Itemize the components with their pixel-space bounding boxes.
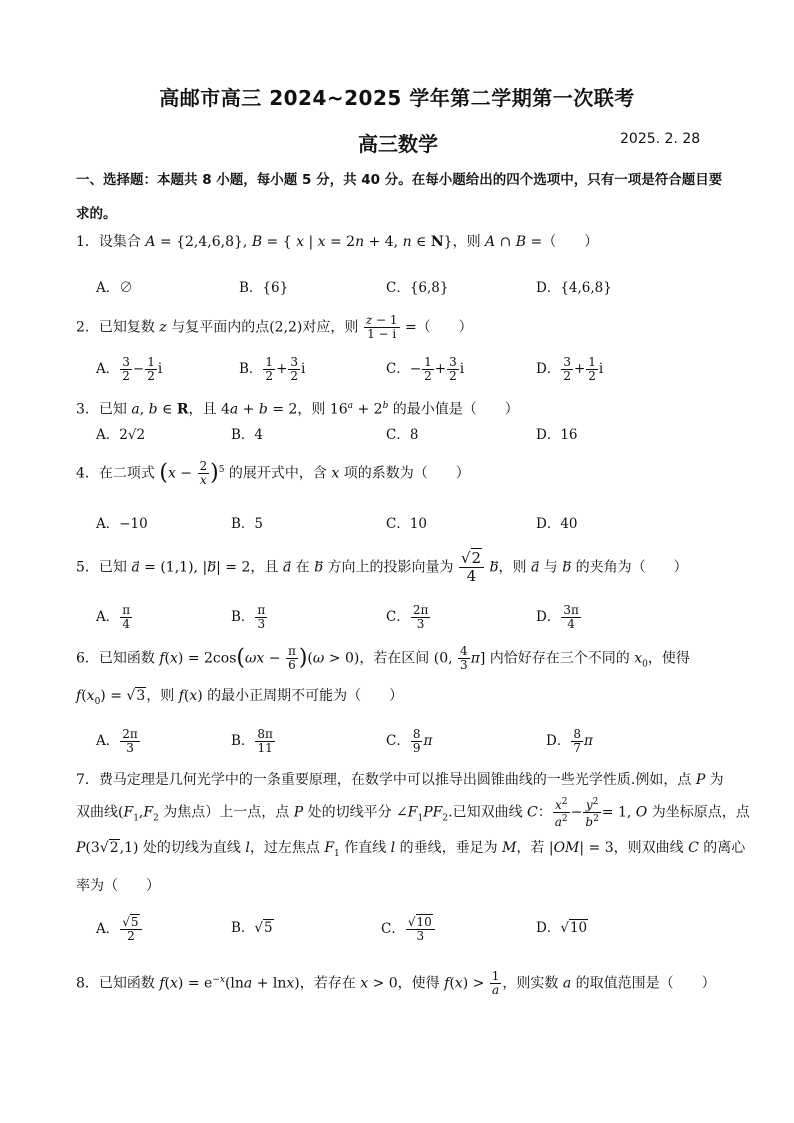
option-a: A．−10 [96, 516, 148, 532]
option-b: B． $\frac{8\pi}{11}$ [231, 727, 273, 755]
question-5: 5．已知 a⃗ = (1,1), |b⃗| = 2，且 a⃗ 在 b⃗ 方向上的投影向量为 $\frac{√2}{4}$ b⃗，则 a⃗ 与 b⃗ 的夹角为（ ） [76, 549, 688, 585]
option-d: D． $\frac{8}{7}$ π [546, 727, 593, 755]
option-c: C．− $\frac{1}{2}$ + $\frac{3}{2}$ i [386, 355, 465, 383]
exam-title: 高邮市高三 2024~2025 学年第二学期第一次联考 [159, 86, 635, 110]
option-a: A． $\frac{2\pi}{3}$ [96, 727, 138, 755]
option-c: C． $\frac{√10}{3}$ [381, 916, 436, 943]
option-c: C．{6,8} [386, 280, 449, 296]
question-3: 3．已知 a, b ∈ R，且 4a + b = 2，则 $16^a + 2^b$ 的最小值是（ ） [76, 401, 519, 418]
option-d: D．√10 [536, 920, 588, 936]
option-b: B． $\frac{\pi}{3}$ [231, 603, 266, 631]
question-7: 7．费马定理是几何光学中的一条重要原理，在数学中可以推导出圆锥曲线的一些光学性质.例如，点 P 为 [76, 772, 724, 788]
option-d: D．{4,6,8} [536, 280, 612, 296]
option-b: B．5 [231, 516, 264, 532]
option-d: D．40 [536, 516, 578, 532]
exam-date: 2025. 2. 28 [620, 131, 701, 147]
question-1-options [96, 276, 736, 298]
question-1: 1．设集合 A = {2,4,6,8}, B = { x | x = 2n + 4, n ∈ N}，则 A ∩ B =（ ） [76, 234, 599, 250]
question-4-options [96, 512, 736, 534]
option-b: B． $\frac{1}{2}$ + $\frac{3}{2}$ i [239, 355, 306, 383]
question-6-options [96, 727, 736, 755]
question-7-options [96, 915, 736, 943]
option-a: A． $\frac{√5}{2}$ [96, 916, 143, 943]
question-4: 4．在二项式 (x − $\frac{2}{x}$ )$^5$ 的展开式中，含 x 项的系数为（ ） [76, 459, 470, 488]
option-b: B．4 [231, 427, 264, 443]
question-7-line-3: P(3√2,1) 处的切线为直线 l，过左焦点 $F_1$ 作直线 l 的垂线，垂足为 M，若 |OM| = 3，则双曲线 C 的离心 [76, 840, 746, 859]
option-c: C． $\frac{8}{9}$ π [386, 727, 433, 755]
section-heading: 一、选择题：本题共 8 小题，每小题 5 分，共 40 分。在每小题给出的四个选项中，只有一项是符合题目要求的。 [76, 172, 723, 222]
question-6: 6．已知函数 f(x) = 2cos(ωx − $\frac{\pi}{6}$ )(ω > 0)，若在区间 (0, $\frac{4}{3}$ π] 内恰好存在三个不同的 $x_0$，使得 [76, 644, 690, 672]
option-c: C． $\frac{2\pi}{3}$ [386, 603, 429, 631]
option-c: C．8 [386, 427, 419, 443]
question-2-options [96, 355, 736, 383]
option-a: A． $\frac{3}{2}$ − $\frac{1}{2}$ i [96, 355, 163, 383]
option-b: B．√5 [231, 920, 273, 936]
question-8: 8．已知函数 $f(x) = e^{-x}(\ln a + \ln x)$，若存在 x > 0，使得 f(x) > $\frac{1}{a}$ ，则实数 a 的取值范围是（ ） [76, 969, 716, 998]
question-7-line-4: 率为（ ） [76, 878, 160, 894]
option-a: A．2√2 [96, 427, 146, 443]
question-6-line-2: $f(x_0) = √3$，则 f(x) 的最小正周期不可能为（ ） [76, 688, 404, 707]
question-3-options [96, 423, 736, 445]
option-c: C．10 [386, 516, 428, 532]
question-2: 2．已知复数 z 与复平面内的点(2,2)对应，则 $\frac{z - 1}{1 - i}$ =（ ） [76, 313, 473, 341]
option-d: D． $\frac{3\pi}{4}$ [536, 603, 579, 631]
option-d: D． $\frac{3}{2}$ + $\frac{1}{2}$ i [536, 355, 604, 383]
exam-subject: 高三数学 [358, 132, 438, 156]
question-7-line-2: 双曲线($F_1,F_2$ 为焦点）上一点，点 P 处的切线平分 $\angle F_1PF_2$.已知双曲线 C： $\frac{x^2}{a^2}$ − $\frac{y^2}{b^2}$ = 1, O 为坐标原点，点 [76, 797, 750, 829]
option-d: D．16 [536, 427, 578, 443]
option-a: A．∅ [96, 280, 133, 296]
option-a: A． $\frac{\pi}{4}$ [96, 603, 131, 631]
option-b: B．{6} [239, 280, 289, 296]
question-5-options [96, 603, 736, 631]
